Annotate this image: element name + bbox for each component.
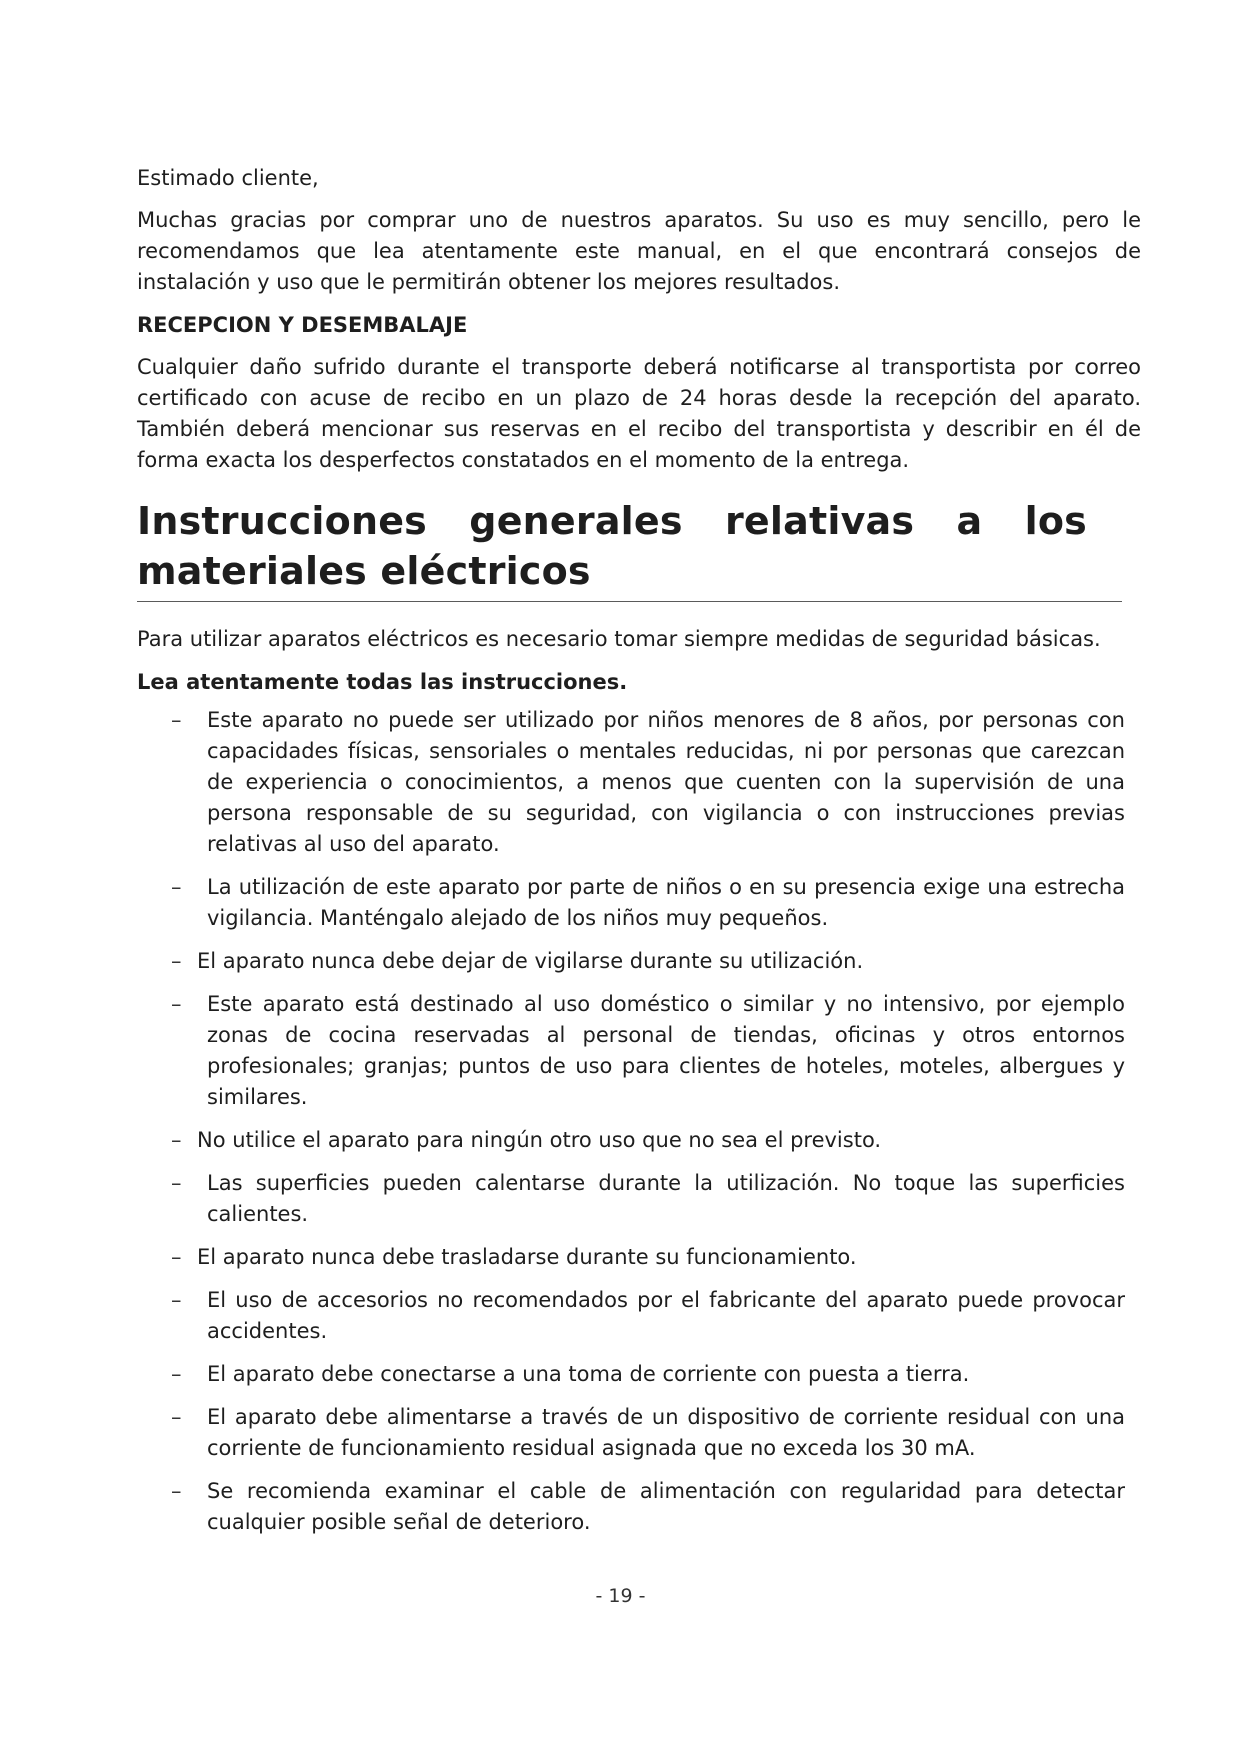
list-item-text: No utilice el aparato para ningún otro uso que no sea el previsto. [197, 1128, 882, 1152]
list-item-text: Las superficies pueden calentarse durante la utilización. No toque las superficies calientes. [207, 1171, 1125, 1226]
list-item [137, 1125, 1115, 1156]
section-lead: Para utilizar aparatos eléctricos es necesario tomar siempre medidas de seguridad básicas. [137, 627, 1101, 651]
list-item [137, 1168, 1125, 1230]
reception-heading: RECEPCION Y DESEMBALAJE [137, 313, 468, 337]
dash-bullet: – [171, 708, 182, 732]
list-item [137, 1402, 1125, 1464]
list-item [137, 705, 1125, 860]
dash-bullet: – [171, 949, 182, 973]
list-item-text: El uso de accesorios no recomendados por el fabricante del aparato puede provocar accidentes. [207, 1288, 1125, 1343]
list-item [137, 989, 1125, 1113]
list-item-text: El aparato nunca debe dejar de vigilarse durante su utilización. [197, 949, 864, 973]
list-item [137, 872, 1125, 934]
section-title: Instrucciones generales relativas a los materiales eléctricos [137, 499, 1087, 593]
safety-instructions-list [137, 705, 1141, 1538]
dash-bullet: – [171, 1245, 182, 1269]
list-item-text: El aparato nunca debe trasladarse durante su funcionamiento. [197, 1245, 857, 1269]
list-item [137, 1285, 1125, 1347]
dash-bullet: – [171, 1362, 182, 1386]
list-item [137, 1476, 1125, 1538]
reception-paragraph: Cualquier daño sufrido durante el transporte deberá notificarse al transportista por correo certificado con acuse de recibo en un plazo de 24 horas desde la recepción del aparato. También deberá mencionar sus reservas en el recibo del transportista y describir en él de forma exacta los desperfectos constatados en el momento de la entrega. [137, 355, 1141, 472]
intro-paragraph: Muchas gracias por comprar uno de nuestros aparatos. Su uso es muy sencillo, pero le recomendamos que lea atentamente este manual, en el que encontrará consejos de instalación y uso que le permitirán obtener los mejores resultados. [137, 208, 1141, 294]
list-item-text: El aparato debe alimentarse a través de un dispositivo de corriente residual con una corriente de funcionamiento residual asignada que no exceda los 30 mA. [207, 1405, 1125, 1460]
page-content [137, 163, 1141, 1550]
list-item [137, 1242, 1115, 1273]
dash-bullet: – [171, 1288, 182, 1312]
list-item-text: El aparato debe conectarse a una toma de corriente con puesta a tierra. [207, 1362, 970, 1386]
dash-bullet: – [171, 1128, 182, 1152]
list-item [137, 946, 1115, 977]
list-item-text: Este aparato no puede ser utilizado por niños menores de 8 años, por personas con capacidades físicas, sensoriales o mentales reducidas, ni por personas que carezcan de experiencia o conocimientos, a menos que cuenten con la supervisión de una persona responsable de su seguridad, con vigilancia o con instrucciones previas relativas al uso del aparato. [207, 708, 1125, 856]
list-item [137, 1359, 1125, 1390]
dash-bullet: – [171, 875, 182, 899]
dash-bullet: – [171, 992, 182, 1016]
dash-bullet: – [171, 1171, 182, 1195]
section-bold-lead: Lea atentamente todas las instrucciones. [137, 670, 628, 694]
page-number: - 19 - [595, 1585, 646, 1607]
title-underline [137, 601, 1122, 602]
list-item-text: Se recomienda examinar el cable de alimentación con regularidad para detectar cualquier posible señal de deterioro. [207, 1479, 1125, 1534]
list-item-text: Este aparato está destinado al uso doméstico o similar y no intensivo, por ejemplo zonas de cocina reservadas al personal de tiendas, oficinas y otros entornos profesionales; granjas; puntos de uso para clientes de hoteles, moteles, albergues y similares. [207, 992, 1125, 1109]
greeting: Estimado cliente, [137, 166, 319, 190]
dash-bullet: – [171, 1405, 182, 1429]
list-item-text: La utilización de este aparato por parte de niños o en su presencia exige una estrecha vigilancia. Manténgalo alejado de los niños muy pequeños. [207, 875, 1125, 930]
dash-bullet: – [171, 1479, 182, 1503]
